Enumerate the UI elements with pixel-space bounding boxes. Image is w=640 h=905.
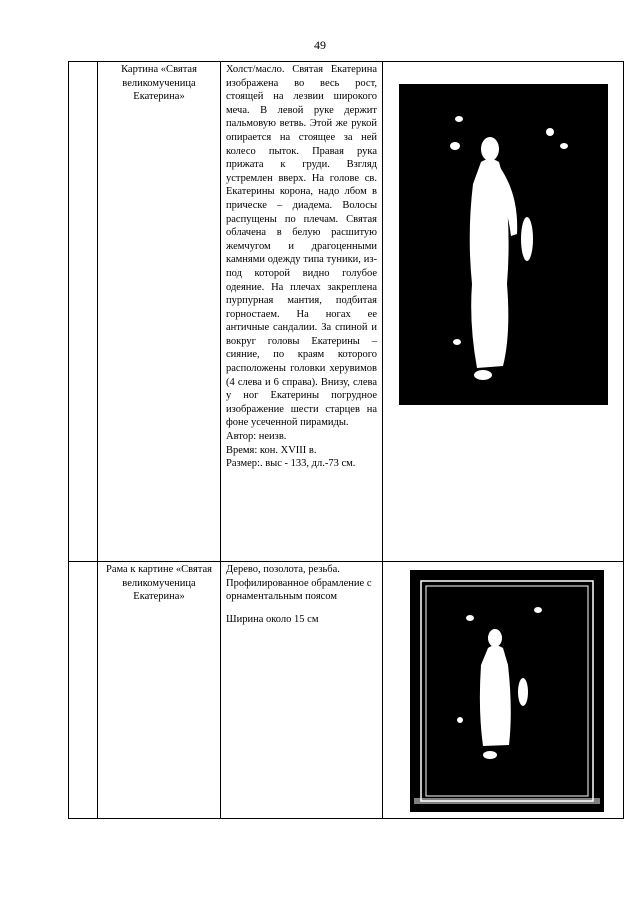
item-size: Размер:. выс - 133, дл.-73 см. (226, 458, 356, 470)
table-row (69, 562, 624, 819)
catalog-table (68, 61, 624, 819)
framed-icon-photo (410, 570, 604, 812)
item-description-cell (221, 562, 383, 819)
item-description: Дерево, позолота, резьба. Профилированное обрамление с орнаментальным поясом (226, 564, 372, 603)
page-number: 49 (314, 38, 326, 52)
table-row (69, 62, 624, 562)
item-date: Время: кон. XVIII в. (226, 444, 317, 456)
item-description-cell (221, 62, 383, 562)
item-author: Автор: неизв. (226, 431, 287, 443)
item-image-cell (383, 562, 624, 819)
icon-painting-photo (399, 84, 608, 405)
item-image-cell (383, 62, 624, 562)
item-name-cell (98, 562, 221, 819)
item-description: Холст/масло. Святая Екатерина изображена во весь рост, стоящей на лезвии широкого меча. В левой руке держит пальмовую ветвь. Этой же рукой опирается на стоящее за ней колесо пыток. Правая рука прижата к груди. Взгляд устремлен вверх. На голове св. Екатерины корона, надо лбом в прическе – диадема. Волосы распущены по плечам. Святая облачена в белую расшитую жемчугом и драгоценными камнями одежду типа туники, из-под которой видно голубое одеяние. На плечах закреплена пурпурная мантия, подбитая горностаем. На ногах ее античные сандалии. За спиной и вокруг головы Екатерины – сияние, по краям которого расположены головки херувимов (4 слева и 6 справа). Внизу, слева у ног Екатерины погрудное изображение шести старцев на фоне усеченной пирамиды. (226, 64, 377, 429)
row-number-cell (69, 62, 98, 562)
item-name-cell (98, 62, 221, 562)
item-name: Картина «Святая великомученица Екатерина» (121, 64, 197, 102)
item-name: Рама к картине «Святая великомученица Екатерина» (105, 564, 213, 602)
row-number-cell (69, 562, 98, 819)
item-width: Ширина около 15 см (226, 613, 319, 625)
